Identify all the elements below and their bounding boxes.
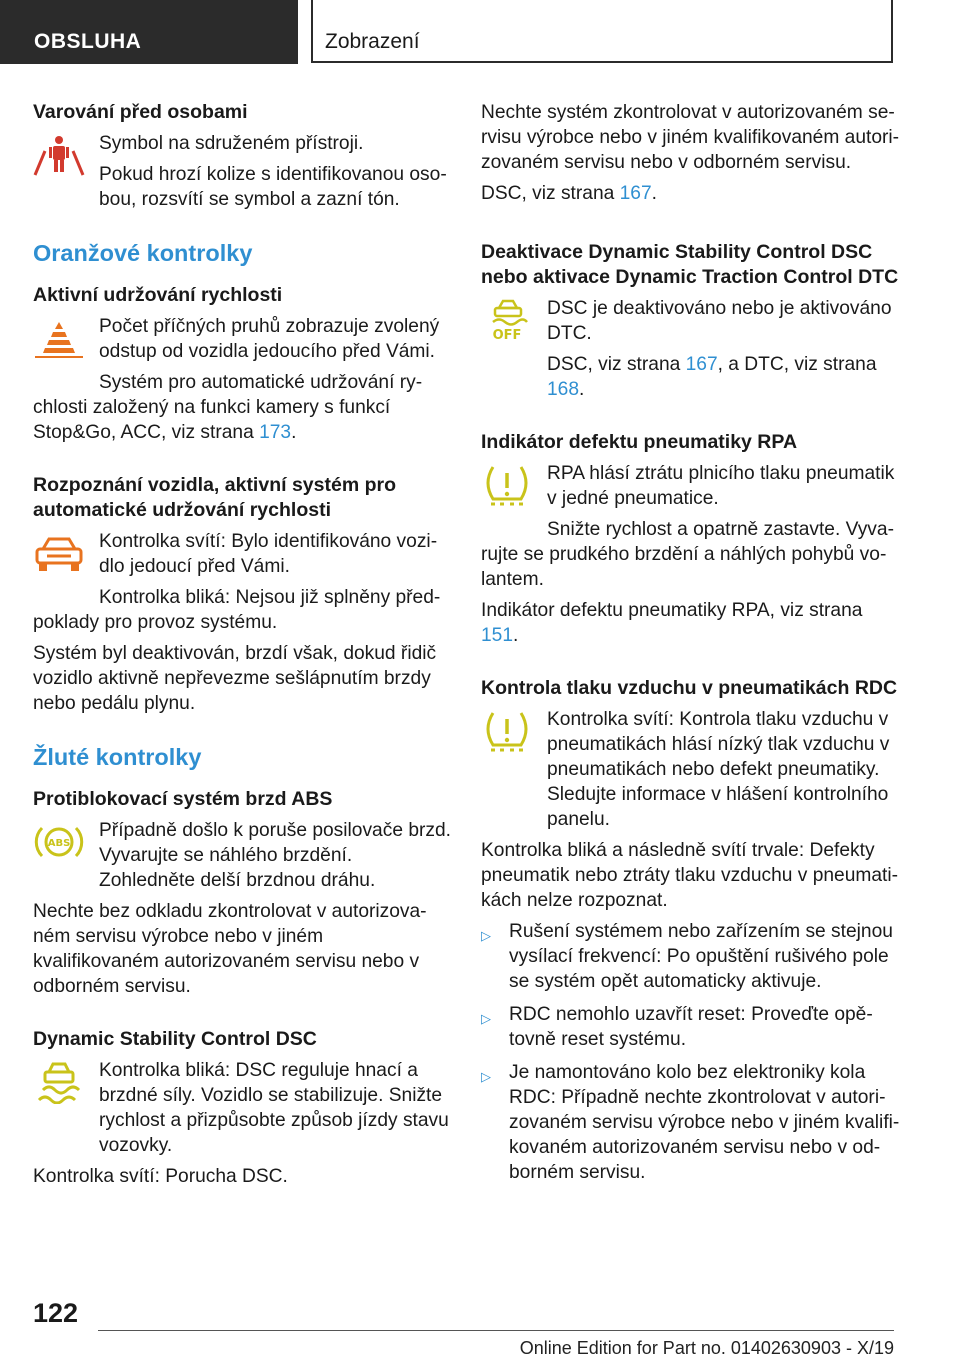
vehicle-detect-text-1: Kontrolka svítí: Bylo identifikováno vozidlo jedoucí před Vámi. (99, 531, 438, 577)
triangle-bullet-icon: ▷ (481, 1011, 491, 1026)
tire-pressure-icon-rdc (481, 709, 533, 753)
dsc-icon (33, 1060, 85, 1104)
pedestrian-warning-entry (33, 131, 453, 212)
page-number: 122 (33, 1298, 79, 1328)
rpa-entry (481, 461, 901, 511)
distance-bars-icon (33, 316, 85, 360)
cruise-entry (33, 314, 453, 364)
edition-footer: Online Edition for Part no. 01402630903 - X/19 (519, 1338, 894, 1358)
chapter-tab (311, 0, 893, 63)
pedestrian-warning-text-2: Pokud hrozí kolize s identifikovanou osobou, rozsvítí se symbol a zazní tón. (99, 164, 447, 210)
page-link-167b[interactable]: 167 (685, 354, 718, 375)
svg-text:ABS: ABS (47, 838, 71, 849)
rdc-text-2: Kontrolka bliká a následně svítí trvale: Defekty pneumatik nebo ztráty tlaku vzduchu v pneumatikách nelze rozpoznat. (481, 840, 899, 911)
page-link-167[interactable]: 167 (619, 183, 652, 204)
dsc-off-text-2: DSC, viz strana 167, a DTC, viz strana 168. (547, 354, 877, 400)
page-link-168[interactable]: 168 (547, 379, 580, 400)
vehicle-detect-text-3: Systém byl deaktivován, brzdí však, dokud řidič vozidlo aktivně nepřevezme sešlápnutím brzdy nebo pedálu plynu. (33, 643, 437, 714)
vehicle-detect-text-2: Kontrolka bliká: Nejsou již splněny předpoklady pro provoz systému. (33, 587, 441, 633)
cruise-text-2: Systém pro automatické udržování rychlosti založený na funkci kamery s funkcí Stop&Go, ACC, viz strana 173. (33, 372, 423, 443)
rdc-text-1: Kontrolka svítí: Kontrola tlaku vzduchu v pneumatikách hlásí nízký tlak vzduchu v pneumatikách nebo defekt pneumatiky. Sledujte informace v hlášení kontrolního panelu. (547, 709, 890, 830)
right-column (481, 100, 901, 1193)
rpa-text-3: Indikátor defektu pneumatiky RPA, viz strana 151. (481, 600, 863, 646)
cruise-text-1: Počet příčných pruhů zobrazuje zvolený odstup od vozidla jedoucího před Vámi. (99, 316, 440, 362)
pedestrian-warning-icon (33, 133, 85, 177)
abs-icon (33, 820, 85, 864)
list-item: ▷ Je namontováno kolo bez elektroniky kola RDC: Případně nechte zkontrolovat v autorizovaném servisu výrobce nebo v jiném kvalifikovaném autorizovaném servisu nebo v odborném servisu. (481, 1062, 900, 1183)
dsc-text-1: Kontrolka bliká: DSC reguluje hnací a brzdné síly. Vozidlo se stabilizuje. Snižte rychlost a přizpůsobte způsob jízdy stavu vozovky. (99, 1060, 449, 1156)
rdc-title: Kontrola tlaku vzduchu v pneumatikách RDC (481, 677, 898, 699)
dsc-off-icon (481, 298, 533, 342)
dsc-entry (33, 1058, 453, 1158)
rdc-entry (481, 707, 901, 832)
section-tab (0, 0, 298, 64)
abs-entry (33, 818, 453, 893)
abs-text-1: Případně došlo k poruše posilovače brzd. Vyvarujte se náhlého brzdění. Zohledněte delší brzdnou dráhu. (99, 820, 451, 891)
triangle-bullet-icon: ▷ (481, 1069, 491, 1084)
abs-title: Protiblokovací systém brzd ABS (33, 788, 333, 810)
dsc-off-text-1: DSC je deaktivováno nebo je aktivováno DTC. (547, 298, 892, 344)
page-link-173[interactable]: 173 (259, 422, 292, 443)
dsc-text-2: Kontrolka svítí: Porucha DSC. (33, 1166, 288, 1187)
rdc-bullet-list (481, 919, 901, 1185)
rpa-title: Indikátor defektu pneumatiky RPA (481, 431, 798, 453)
vehicle-ahead-icon (33, 531, 85, 575)
dsc-ref-text: DSC, viz strana 167. (481, 183, 657, 204)
dsc-service-text: Nechte systém zkontrolovat v autorizovaném servisu výrobce nebo v jiném kvalifikovaném autorizovaném servisu nebo v odborném servisu. (481, 102, 900, 173)
left-column (33, 100, 453, 1195)
yellow-lights-heading: Žluté kontrolky (33, 744, 202, 770)
chapter-label: Zobrazení (325, 30, 420, 53)
tire-pressure-icon (481, 463, 533, 507)
section-label: OBSLUHA (34, 30, 142, 53)
list-item: ▷ RDC nemohlo uzavřít reset: Proveďte opětovně reset systému. (481, 1004, 873, 1050)
rpa-text-2: Snižte rychlost a opatrně zastavte. Vyvarujte se prudkého brzdění a náhlých pohybů volantem. (481, 519, 894, 590)
rpa-text-1: RPA hlásí ztrátu plnicího tlaku pneumatik v jedné pneumatice. (547, 463, 895, 509)
dsc-off-entry (481, 296, 901, 402)
vehicle-detect-entry (33, 529, 453, 579)
vehicle-detect-title: Rozpoznání vozidla, aktivní systém pro automatické udržování rychlosti (33, 474, 396, 521)
orange-lights-heading: Oranžové kontrolky (33, 240, 253, 266)
dsc-off-icon-label: OFF (492, 328, 522, 342)
abs-text-2: Nechte bez odkladu zkontrolovat v autorizovaném servisu výrobce nebo v jiném kvalifikovaném autorizovaném servisu nebo v odborném servisu. (33, 901, 427, 997)
dsc-off-title: Deaktivace Dynamic Stability Control DSC nebo aktivace Dynamic Traction Control DTC (481, 241, 899, 288)
list-item: ▷ Rušení systémem nebo zařízením se stejnou vysílací frekvencí: Po opuštění rušivého pole se systém opět automaticky aktivuje. (481, 921, 893, 992)
cruise-title: Aktivní udržování rychlosti (33, 284, 283, 306)
pedestrian-warning-title: Varování před osobami (33, 101, 248, 123)
triangle-bullet-icon: ▷ (481, 928, 491, 943)
page-link-151[interactable]: 151 (481, 625, 514, 646)
pedestrian-warning-text-1: Symbol na sdruženém přístroji. (99, 133, 364, 154)
dsc-title: Dynamic Stability Control DSC (33, 1028, 317, 1050)
footer-divider (98, 1330, 894, 1331)
